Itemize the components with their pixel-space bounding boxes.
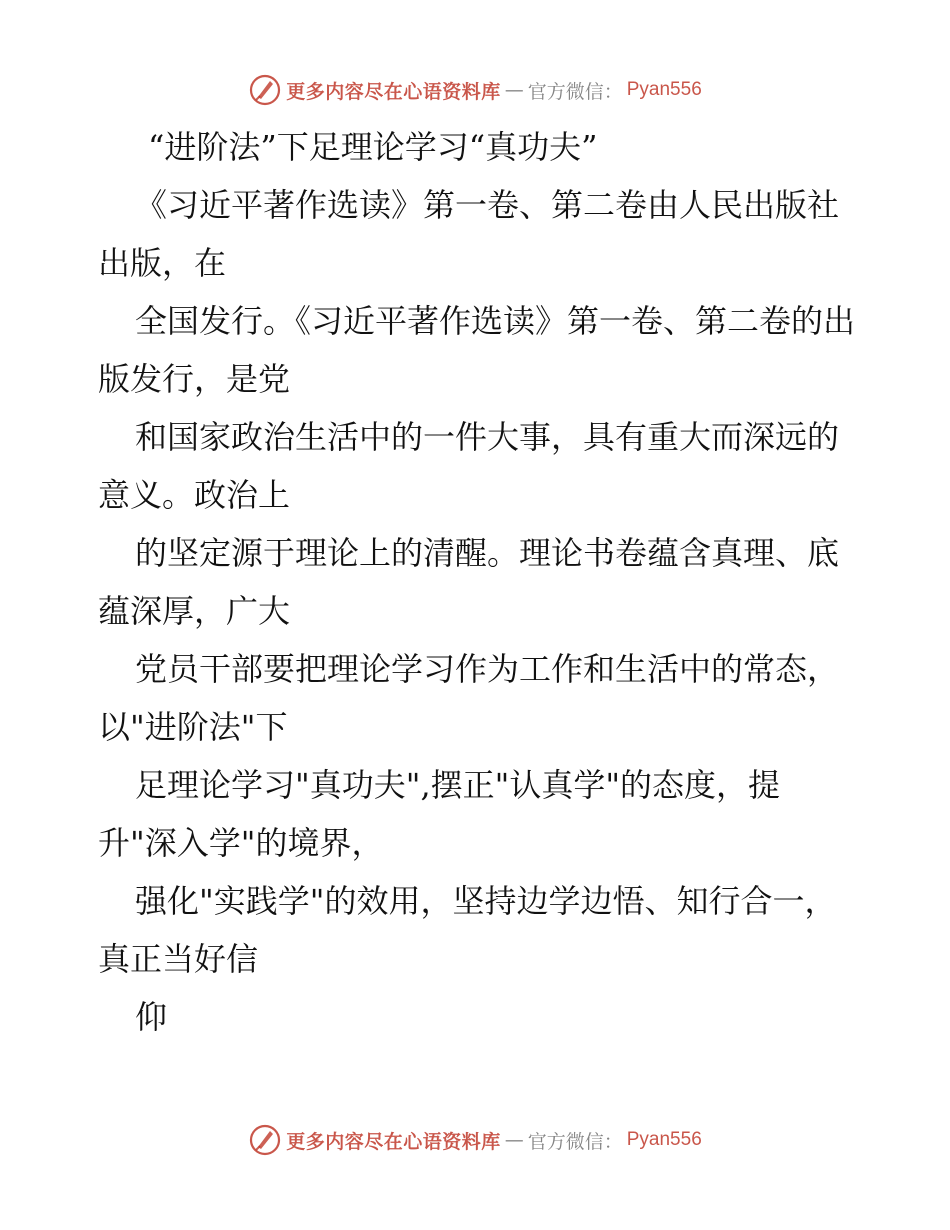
footer-banner	[0, 1120, 950, 1160]
paragraph-8: 仰	[135, 998, 168, 1036]
paragraph-4: 的坚定源于理论上的清醒。理论书卷蕴含真理、底蕴深厚，广大	[98, 534, 840, 630]
paragraph-7: 强化"实践学"的效用，坚持边学边悟、知行合一，真正当好信	[98, 882, 837, 978]
footer-dash: —	[504, 1129, 524, 1151]
header-banner-inner	[248, 73, 702, 107]
header-wechat-id: Pyan556	[626, 79, 702, 100]
footer-site-text: 更多内容尽在心语资料库	[286, 1130, 501, 1153]
paragraph-3: 和国家政治生活中的一件大事，具有重大而深远的意义。政治上	[98, 418, 840, 514]
paragraph-5: 党员干部要把理论学习作为工作和生活中的常态，以"进阶法"下	[98, 650, 840, 746]
quill-pen-logo-icon	[248, 73, 282, 107]
paragraph-1: 《习近平著作选读》第一卷、第二卷由人民出版社出版，在	[98, 186, 840, 282]
header-wechat-label: 官方微信：	[527, 80, 623, 103]
document-body	[98, 118, 858, 1046]
footer-banner-inner	[248, 1123, 702, 1157]
footer-wechat-label: 官方微信：	[527, 1130, 623, 1153]
paragraph-6: 足理论学习"真功夫",摆正"认真学"的态度，提升"深入学"的境界，	[98, 766, 781, 862]
quill-pen-logo-icon	[248, 1123, 282, 1157]
paragraph-2: 全国发行。《习近平著作选读》第一卷、第二卷的出版发行，是党	[98, 302, 856, 398]
header-site-text: 更多内容尽在心语资料库	[286, 80, 501, 103]
document-title: “进阶法”下足理论学习“真功夫”	[148, 128, 598, 166]
footer-wechat-id: Pyan556	[626, 1129, 702, 1150]
header-dash: —	[504, 79, 524, 101]
header-banner	[0, 70, 950, 110]
